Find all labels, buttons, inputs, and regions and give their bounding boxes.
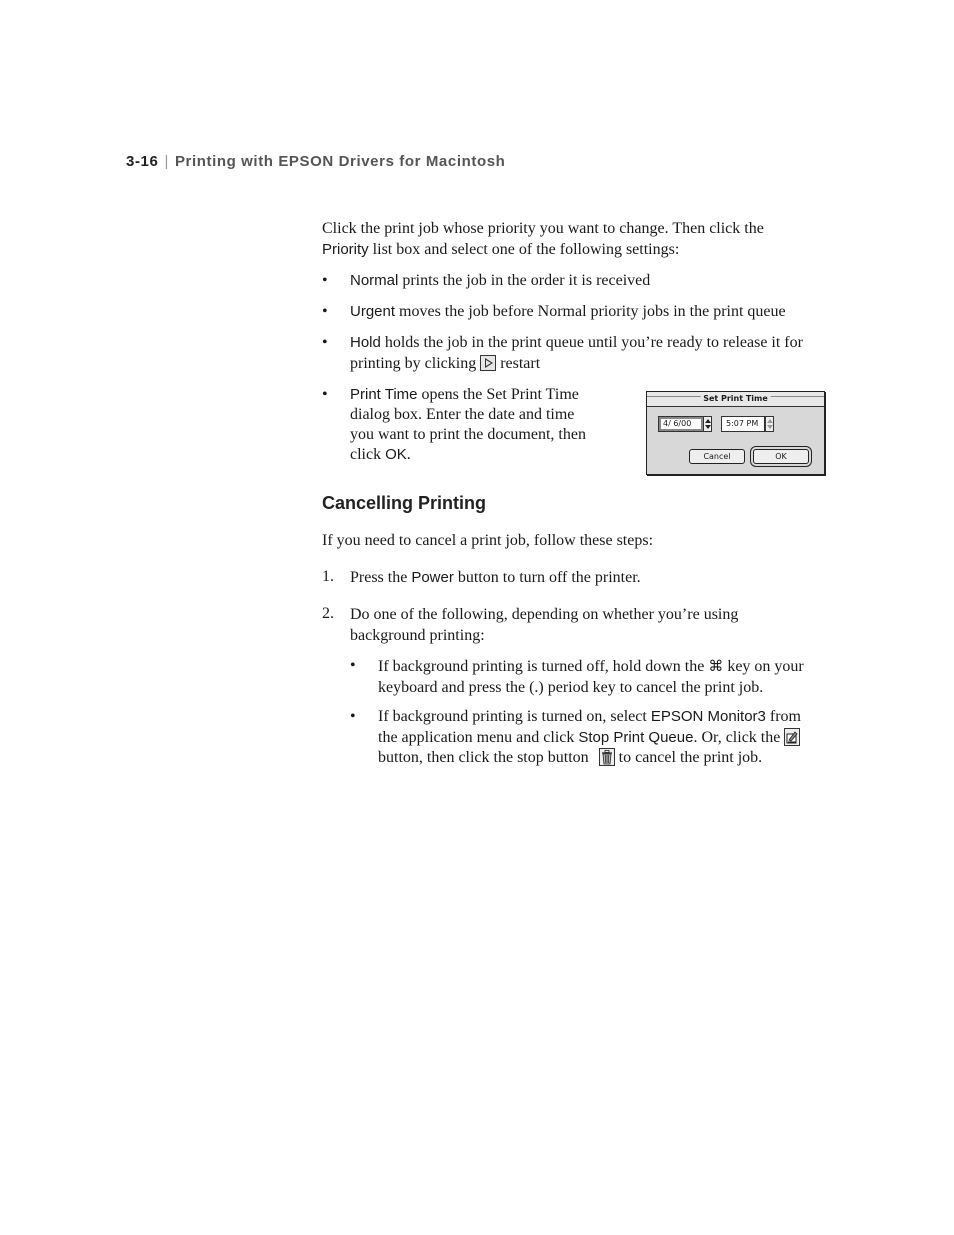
ok-term: OK xyxy=(385,446,407,463)
sub-bullet-off xyxy=(378,656,804,698)
step-text-2: button to turn off the printer. xyxy=(453,569,641,586)
set-print-time-dialog xyxy=(646,391,825,475)
power-term: Power xyxy=(411,569,454,586)
section-title: Printing with EPSON Drivers for Macintosh xyxy=(174,153,506,170)
arrow-up-icon xyxy=(767,419,773,423)
sub-text-6: to cancel the print job. xyxy=(614,749,763,766)
sub-text-5: button, then click the stop button xyxy=(378,749,589,766)
setting-text-3: restart xyxy=(496,354,541,372)
step-line-1: Do one of the following, depending on whether you’re using xyxy=(350,606,739,623)
setting-term: Hold xyxy=(350,334,381,351)
time-stepper[interactable] xyxy=(765,416,774,432)
cancel-button[interactable]: Cancel xyxy=(689,449,745,464)
intro-paragraph xyxy=(322,219,764,260)
arrow-up-icon xyxy=(705,419,711,423)
sub-text-2: from xyxy=(765,708,801,725)
ok-button[interactable]: OK xyxy=(753,449,809,464)
bullet-marker: • xyxy=(350,708,356,725)
setting-normal xyxy=(350,271,650,292)
play-icon xyxy=(485,358,493,368)
setting-text-2: dialog box. Enter the date and time xyxy=(350,406,575,423)
sub-text-2: key on your xyxy=(723,658,804,675)
edit-queue-icon xyxy=(784,728,800,746)
sub-text-4: . Or, click the xyxy=(693,728,781,746)
date-stepper[interactable] xyxy=(703,416,712,432)
bullet-marker: • xyxy=(322,334,328,351)
sub-text: If background printing is turned on, select xyxy=(378,708,651,725)
sub-text: If background printing is turned off, hold down the xyxy=(378,658,709,675)
step-1 xyxy=(350,568,641,589)
page-number: 3-16 xyxy=(126,153,159,170)
date-field[interactable]: 4/ 6/00 xyxy=(658,416,704,432)
step-number: 2. xyxy=(322,605,334,622)
setting-text: prints the job in the order it is received xyxy=(398,272,651,289)
trash-icon xyxy=(599,748,615,766)
setting-text-2: printing by clicking xyxy=(350,354,477,372)
command-key-icon: ⌘ xyxy=(708,657,724,675)
restart-button xyxy=(480,355,496,371)
intro-line-2-text: list box and select one of the following settings: xyxy=(368,240,680,258)
setting-term: Urgent xyxy=(350,303,396,320)
sub-text-3: the application menu and click xyxy=(378,728,579,746)
arrow-down-icon xyxy=(767,425,773,429)
setting-text: moves the job before Normal priority jobs in the print queue xyxy=(395,303,786,320)
setting-print-time xyxy=(350,385,586,465)
step-number: 1. xyxy=(322,568,334,585)
setting-text: opens the Set Print Time xyxy=(417,386,579,403)
header-separator: | xyxy=(164,153,169,170)
dialog-title: Set Print Time xyxy=(700,392,771,406)
priority-term: Priority xyxy=(322,240,369,258)
setting-urgent xyxy=(350,302,786,323)
setting-text-4: click xyxy=(350,446,386,463)
section-heading: Cancelling Printing xyxy=(322,493,487,513)
setting-term: Normal xyxy=(350,272,399,289)
bullet-marker: • xyxy=(322,272,328,289)
bullet-marker: • xyxy=(322,386,328,403)
setting-hold xyxy=(350,333,803,374)
intro-line-1: Click the print job whose priority you want to change. Then click the xyxy=(322,220,764,237)
app-term: EPSON Monitor3 xyxy=(650,708,766,725)
running-header xyxy=(126,153,505,170)
time-field[interactable]: 5:07 PM xyxy=(721,416,765,432)
step-line-2: background printing: xyxy=(350,626,485,644)
step-text: Press the xyxy=(350,569,412,586)
bullet-marker: • xyxy=(322,303,328,320)
menu-term: Stop Print Queue xyxy=(578,728,694,746)
setting-text: holds the job in the print queue until you’re ready to release it for xyxy=(380,334,803,351)
sub-line-2: keyboard and press the (.) period key to cancel the print job. xyxy=(378,678,764,696)
step-2 xyxy=(350,605,738,646)
intro-line-2 xyxy=(322,240,764,261)
dialog-title-bar xyxy=(647,392,824,407)
setting-term: Print Time xyxy=(350,386,418,403)
bullet-marker: • xyxy=(350,657,356,674)
period: . xyxy=(406,446,411,463)
arrow-down-icon xyxy=(705,425,711,429)
sub-bullet-on xyxy=(378,707,801,769)
setting-text-3: you want to print the document, then xyxy=(350,426,586,443)
section-intro: If you need to cancel a print job, follow these steps: xyxy=(322,532,654,549)
